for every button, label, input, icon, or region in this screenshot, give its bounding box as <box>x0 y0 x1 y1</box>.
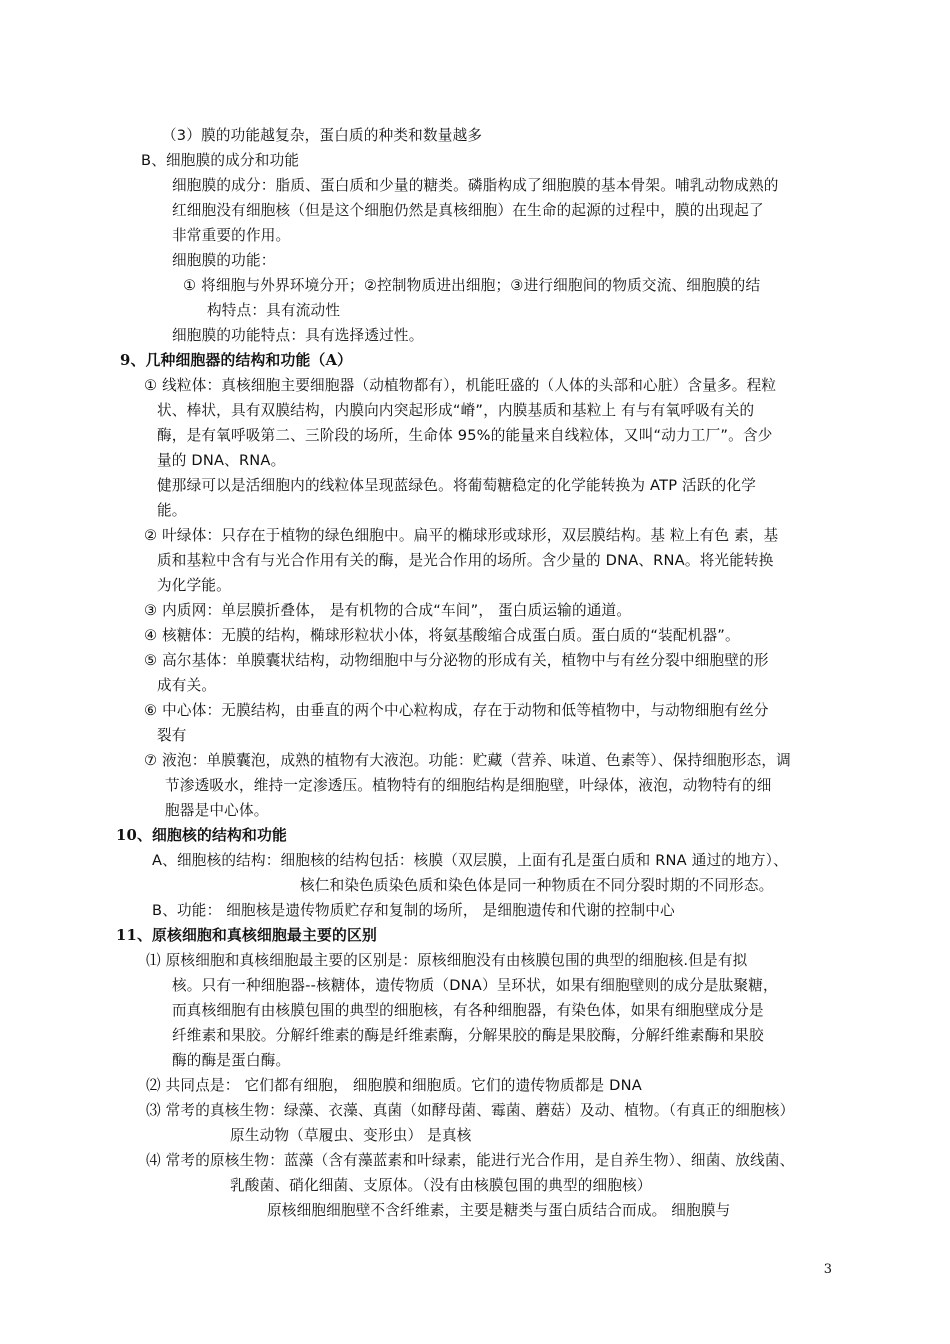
text-line: ⑤ 高尔基体：单膜囊状结构，动物细胞中与分泌物的形成有关，植物中与有丝分裂中细胞壁的形 <box>144 652 769 669</box>
text-line: 细胞膜的功能特点：具有选择透过性。 <box>172 327 424 344</box>
section-heading: 11、原核细胞和真核细胞最主要的区别 <box>116 927 377 944</box>
text-line: 为化学能。 <box>157 577 231 594</box>
text-line: ⑦ 液泡：单膜囊泡，成熟的植物有大液泡。功能：贮藏（营养、味道、色素等）、保持细胞形态，调 <box>144 752 791 769</box>
text-line: 质和基粒中含有与光合作用有关的酶，是光合作用的场所。含少量的 DNA、RNA。将光能转换 <box>157 552 774 569</box>
text-line: 原核细胞细胞壁不含纤维素，主要是糖类与蛋白质结合而成。 细胞膜与 <box>267 1202 731 1219</box>
text-line: 构特点：具有流动性 <box>207 302 341 319</box>
text-line: ⑶ 常考的真核生物：绿藻、衣藻、真菌（如酵母菌、霉菌、蘑菇）及动、植物。（有真正的细胞核） <box>146 1102 795 1119</box>
text-line: 纤维素和果胶。分解纤维素的酶是纤维素酶，分解果胶的酶是果胶酶，分解纤维素酶和果胶 <box>172 1027 764 1044</box>
text-line: 细胞膜的成分：脂质、蛋白质和少量的糖类。磷脂构成了细胞膜的基本骨架。哺乳动物成熟的 <box>172 177 779 194</box>
text-line: 非常重要的作用。 <box>172 227 291 244</box>
text-line: ④ 核糖体：无膜的结构，椭球形粒状小体，将氨基酸缩合成蛋白质。蛋白质的“装配机器”。 <box>144 627 740 644</box>
text-line: 原生动物（草履虫、变形虫） 是真核 <box>230 1127 472 1144</box>
text-line: （3）膜的功能越复杂，蛋白质的种类和数量越多 <box>162 127 483 144</box>
text-line: B、功能： 细胞核是遗传物质贮存和复制的场所， 是细胞遗传和代谢的控制中心 <box>152 902 675 919</box>
text-line: ⑷ 常考的原核生物：蓝藻（含有藻蓝素和叶绿素，能进行光合作用，是自养生物）、细菌、放线菌、 <box>146 1152 795 1169</box>
section-heading: 10、细胞核的结构和功能 <box>116 827 287 844</box>
text-line: 红细胞没有细胞核（但是这个细胞仍然是真核细胞）在生命的起源的过程中，膜的出现起了 <box>172 202 764 219</box>
section-heading: 9、几种细胞器的结构和功能（A） <box>120 352 353 369</box>
text-line: 量的 DNA、RNA。 <box>157 452 286 469</box>
text-line: 裂有 <box>157 727 187 744</box>
text-line: 核。只有一种细胞器--核糖体，遗传物质（DNA）呈环状，如果有细胞壁则的成分是肽聚糖， <box>172 977 778 994</box>
text-line: 能。 <box>157 502 187 519</box>
text-line: 而真核细胞有由核膜包围的典型的细胞核，有各种细胞器，有染色体，如果有细胞壁成分是 <box>172 1002 764 1019</box>
text-line: 成有关。 <box>157 677 217 694</box>
text-line: ⑴ 原核细胞和真核细胞最主要的区别是：原核细胞没有由核膜包围的典型的细胞核.但是有拟 <box>146 952 748 969</box>
text-line: ⑥ 中心体：无膜结构，由垂直的两个中心粒构成，存在于动物和低等植物中，与动物细胞有丝分 <box>144 702 769 719</box>
page-number: 3 <box>823 1262 832 1277</box>
text-line: ③ 内质网：单层膜折叠体， 是有机物的合成“车间”， 蛋白质运输的通道。 <box>144 602 632 619</box>
text-line: ⑵ 共同点是： 它们都有细胞， 细胞膜和细胞质。它们的遗传物质都是 DNA <box>146 1077 642 1094</box>
text-line: 核仁和染色质染色质和染色体是同一种物质在不同分裂时期的不同形态。 <box>300 877 774 894</box>
text-line: 状、棒状，具有双膜结构，内膜向内突起形成“嵴”，内膜基质和基粒上 有与有氧呼吸有关的 <box>157 402 755 419</box>
text-line: 节渗透吸水，维持一定渗透压。植物特有的细胞结构是细胞壁，叶绿体，液泡，动物特有的细 <box>165 777 772 794</box>
text-line: ① 线粒体：真核细胞主要细胞器（动植物都有），机能旺盛的（人体的头部和心脏）含量多。程粒 <box>144 377 777 394</box>
text-line: A、细胞核的结构：细胞核的结构包括：核膜（双层膜，上面有孔是蛋白质和 RNA 通过的地方）、 <box>152 852 788 869</box>
text-line: 酶，是有氧呼吸第二、三阶段的场所，生命体 95%的能量来自线粒体，又叫“动力工厂”。含少 <box>157 427 773 444</box>
text-line: 胞器是中心体。 <box>165 802 269 819</box>
text-line: ② 叶绿体：只存在于植物的绿色细胞中。扁平的椭球形或球形，双层膜结构。基 粒上有色 素，基 <box>144 527 779 544</box>
text-line: ① 将细胞与外界环境分开；②控制物质进出细胞；③进行细胞间的物质交流、细胞膜的结 <box>183 277 761 294</box>
text-line: 健那绿可以是活细胞内的线粒体呈现蓝绿色。将葡萄糖稳定的化学能转换为 ATP 活跃的化学 <box>157 477 757 494</box>
text-line: 酶的酶是蛋白酶。 <box>172 1052 291 1069</box>
text-line: 乳酸菌、硝化细菌、支原体。（没有由核膜包围的典型的细胞核） <box>230 1177 652 1194</box>
text-line: 细胞膜的功能： <box>172 252 276 269</box>
text-line: B、细胞膜的成分和功能 <box>141 152 300 169</box>
